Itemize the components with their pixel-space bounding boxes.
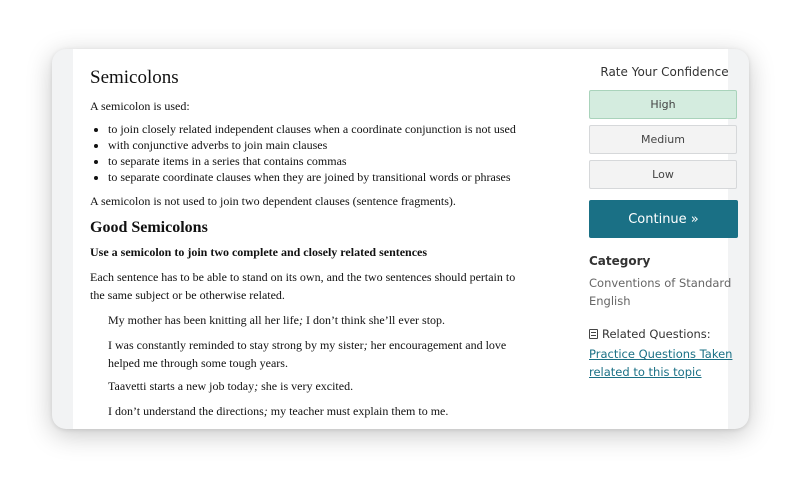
app-window [52,49,749,429]
intro-text: A semicolon is used: [90,99,190,113]
list-item: • to separate coordinate clauses when they are joined by transitional words or phrases [108,169,578,185]
example-sentence: I was constantly reminded to stay strong by my sister; her encouragement and love helped me through some tough years. [108,338,507,370]
related-questions-label: Related Questions: [589,327,739,341]
continue-button[interactable]: Continue » [589,200,738,238]
example-sentence: I don’t understand the directions; my teacher must explain them to me. [108,404,449,418]
rating-high-button[interactable]: High [589,90,737,119]
lesson-title: Semicolons [90,67,179,88]
good-semicolons-heading: Good Semicolons [90,219,208,236]
uses-list [90,121,578,185]
lesson-content [73,49,589,429]
related-questions-link[interactable]: Practice Questions Taken related to this topic [589,347,733,379]
category-value: Conventions of Standard English [589,276,732,308]
category-label: Category [589,254,651,268]
sidebar [589,49,733,429]
rate-confidence-title: Rate Your Confidence [600,65,729,79]
rule-text: Use a semicolon to join two complete and closely related sentences [90,245,428,259]
rating-medium-button[interactable]: Medium [589,125,737,154]
list-item: • with conjunctive adverbs to join main clauses [108,137,578,153]
rating-low-button[interactable]: Low [589,160,737,189]
book-icon [589,329,598,339]
example-sentence: My mother has been knitting all her life; I don’t think she’ll ever stop. [108,313,446,327]
not-used-text: A semicolon is not used to join two dependent clauses (sentence fragments). [90,194,456,208]
example-sentence: Taavetti starts a new job today; she is very excited. [108,379,354,393]
list-item: • to separate items in a series that contains commas [108,153,578,169]
list-item: • to join closely related independent clauses when a coordinate conjunction is not used [108,121,578,137]
explanation-text: Each sentence has to be able to stand on its own, and the two sentences should pertain to the same subject or be otherwise related. [90,270,516,302]
